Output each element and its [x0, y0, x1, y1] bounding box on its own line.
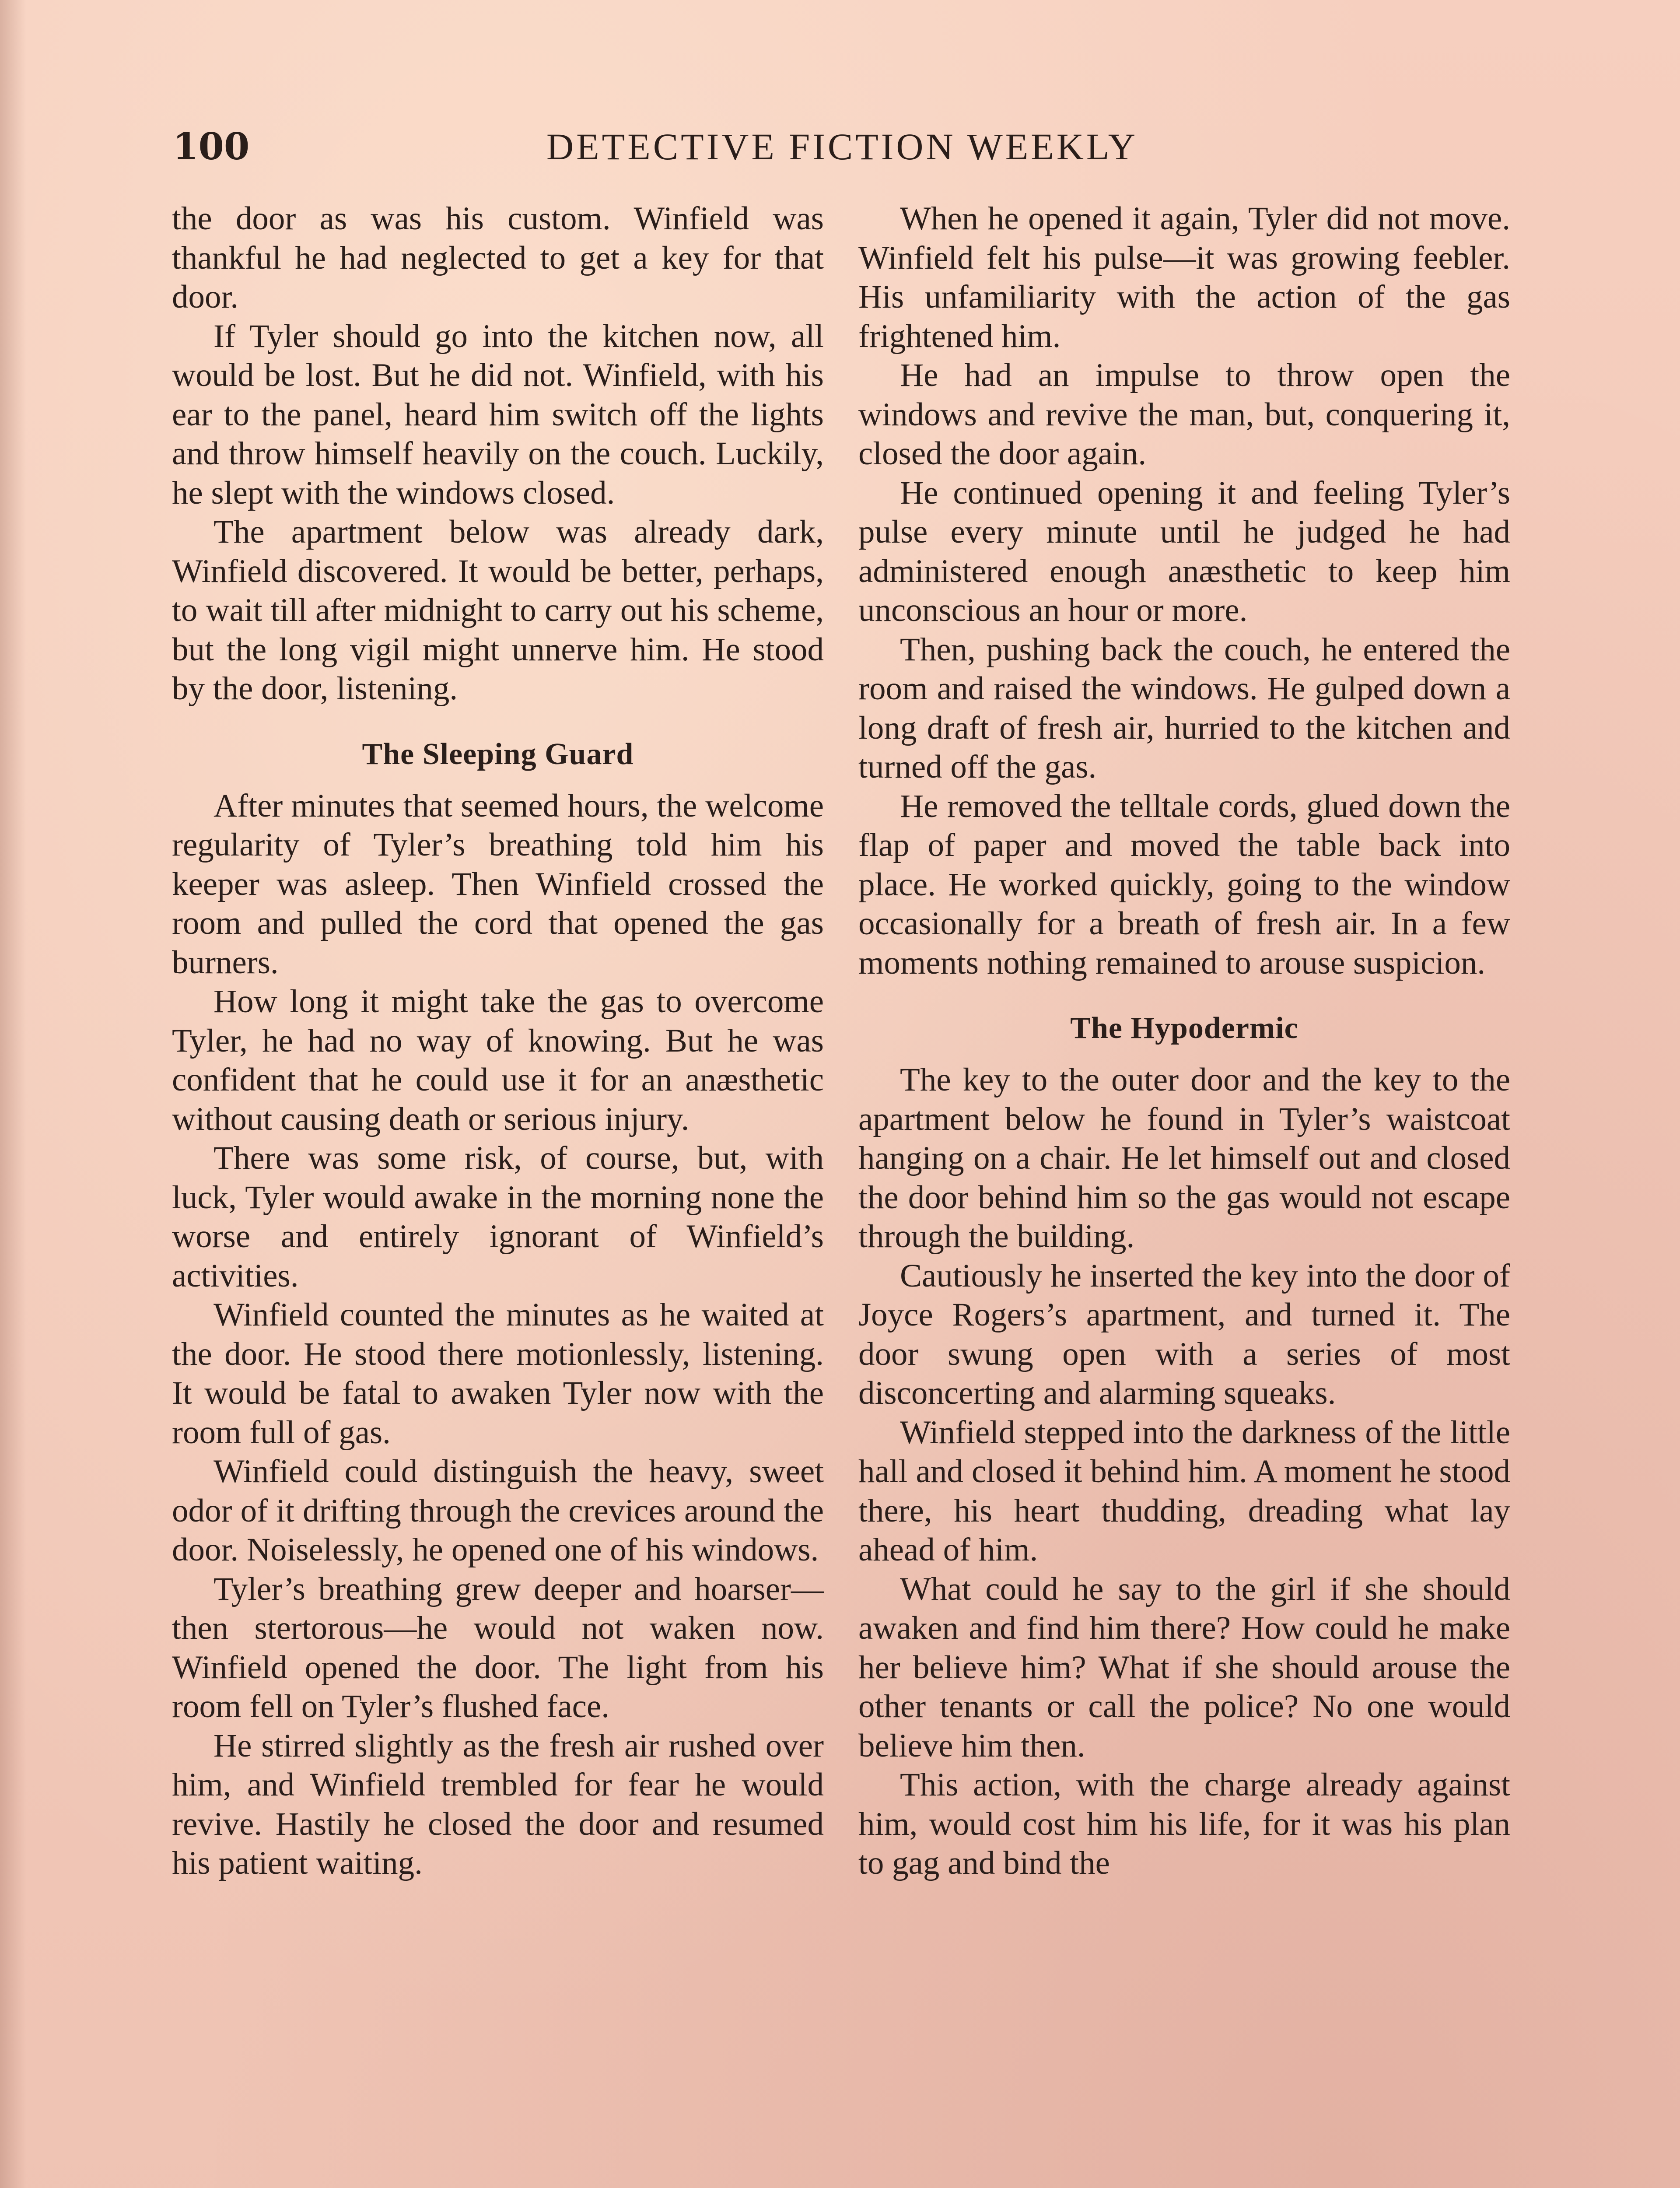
running-head: [173, 123, 1512, 171]
page-edge-shadow: [0, 0, 26, 2188]
paragraph: The key to the outer door and the key to the apartment below he found in Tyler’s waistcoat hanging on a chair. He let himself out and closed the door behind him so the gas would not escape through the building.: [858, 1062, 1510, 1255]
left-column: [172, 199, 824, 1883]
paragraph: the door as was his custom. Winfield was thankful he had neglected to get a key for that door.: [172, 200, 824, 315]
paragraph: How long it might take the gas to overcome Tyler, he had no way of knowing. But he was confident that he could use it for an anæsthetic without causing death or serious injury.: [172, 983, 824, 1137]
right-column: [858, 199, 1510, 1883]
paragraph: This action, with the charge already against him, would cost him his life, for it was his plan to gag and bind the: [858, 1767, 1510, 1881]
paragraph: Then, pushing back the couch, he entered the room and raised the windows. He gulped down a long draft of fresh air, hurried to the kitchen and turned off the gas.: [858, 631, 1510, 785]
paragraph: After minutes that seemed hours, the welcome regularity of Tyler’s breathing told him his keeper was asleep. Then Winfield crossed the room and pulled the cord that opened the gas burners.: [172, 787, 824, 981]
paragraph: If Tyler should go into the kitchen now, all would be lost. But he did not. Winfield, with his ear to the panel, heard him switch off the lights and throw himself heavily on the couch. Luckily, he slept with the windows closed.: [172, 318, 824, 511]
page-number: 100: [173, 125, 250, 168]
paragraph: He continued opening it and feeling Tyler’s pulse every minute until he judged he had administered enough anæsthetic to keep him unconscious an hour or more.: [858, 474, 1510, 628]
paragraph: Winfield stepped into the darkness of the little hall and closed it behind him. A moment he stood there, his heart thudding, dreading what lay ahead of him.: [858, 1414, 1510, 1568]
paragraph: When he opened it again, Tyler did not move. Winfield felt his pulse—it was growing feebler. His unfamiliarity with the action of the gas frightened him.: [858, 200, 1510, 354]
paragraph: Winfield counted the minutes as he waited at the door. He stood there motionlessly, listening. It would be fatal to awaken Tyler now with the room full of gas.: [172, 1297, 824, 1451]
paragraph: He had an impulse to throw open the windows and revive the man, but, conquering it, closed the door again.: [858, 357, 1510, 472]
paragraph: Cautiously he inserted the key into the door of Joyce Rogers’s apartment, and turned it. The door swung open with a series of most disconcerting and alarming squeaks.: [858, 1257, 1510, 1411]
paragraph: He removed the telltale cords, glued down the flap of paper and moved the table back into place. He worked quickly, going to the window occasionally for a breath of fresh air. In a few moments nothing remained to arouse suspicion.: [858, 788, 1510, 981]
paragraph: What could he say to the girl if she should awaken and find him there? How could he make her believe him? What if she should arouse the other tenants or call the police? No one would believe him then.: [858, 1571, 1510, 1764]
paragraph: He stirred slightly as the fresh air rushed over him, and Winfield trembled for fear he would revive. Hastily he closed the door and resumed his patient waiting.: [172, 1727, 824, 1881]
paragraph: Tyler’s breathing grew deeper and hoarser—then stertorous—he would not waken now. Winfield opened the door. The light from his room fell on Tyler’s flushed face.: [172, 1571, 824, 1725]
paragraph: Winfield could distinguish the heavy, sweet odor of it drifting through the crevices around the door. Noiselessly, he opened one of his windows.: [172, 1453, 824, 1568]
paragraph: The apartment below was already dark, Winfield discovered. It would be better, perhaps, to wait till after midnight to carry out his scheme, but the long vigil might unnerve him. He stood by the door, listening.: [172, 514, 824, 707]
section-heading: The Sleeping Guard: [362, 737, 634, 771]
section-heading: The Hypodermic: [1070, 1011, 1298, 1045]
journal-title: DETECTIVE FICTION WEEKLY: [546, 126, 1138, 168]
paragraph: There was some risk, of course, but, with luck, Tyler would awake in the morning none the worse and entirely ignorant of Winfield’s activities.: [172, 1140, 824, 1294]
